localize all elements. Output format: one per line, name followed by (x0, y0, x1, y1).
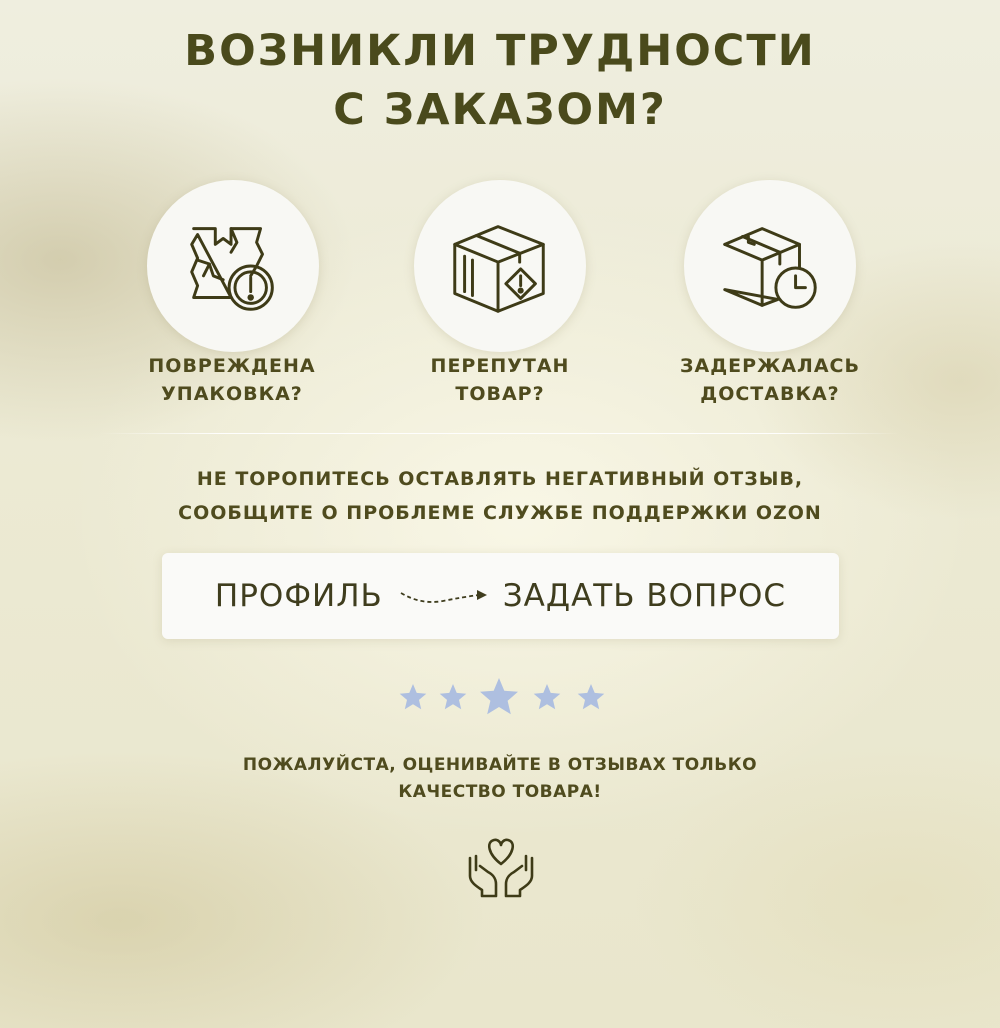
rating-request: ПОЖАЛУЙСТА, ОЦЕНИВАЙТЕ В ОТЗЫВАХ ТОЛЬКО КАЧЕСТВО ТОВАРА! (242, 755, 758, 802)
rating-star (400, 684, 427, 709)
damaged-package-badge (147, 180, 319, 352)
damaged-package-warning-icon (174, 207, 292, 325)
dashed-arrow-icon (395, 581, 491, 611)
support-notice: НЕ ТОРОПИТЕСЬ ОСТАВЛЯТЬ НЕГАТИВНЫЙ ОТЗЫВ, СООБЩИТЕ О ПРОБЛЕМЕ СЛУЖБЕ ПОДДЕРЖКИ OZON (178, 468, 822, 524)
rating-star (480, 678, 518, 714)
path-from-label: ПРОФИЛЬ (214, 578, 383, 614)
rating-star (440, 684, 467, 709)
box-diamond-warning-icon (441, 207, 559, 325)
problem-delayed-label: ЗАДЕРЖАЛАСЬ ДОСТАВКА? (680, 355, 860, 405)
problem-wrong-item-label: ПЕРЕПУТАН ТОВАР? (430, 355, 570, 405)
title-line-1: ВОЗНИКЛИ ТРУДНОСТИ (184, 26, 816, 76)
box-clock-icon (711, 207, 829, 325)
delayed-delivery-badge (684, 180, 856, 352)
support-path-box (162, 553, 839, 639)
page-title (0, 22, 1000, 140)
rating-star (578, 684, 605, 709)
wrong-item-badge (414, 180, 586, 352)
rating-stars (395, 676, 611, 720)
title-line-2: С ЗАКАЗОМ? (333, 85, 667, 135)
rating-star (534, 684, 561, 709)
problem-damaged-label: ПОВРЕЖДЕНА УПАКОВКА? (148, 355, 316, 405)
path-to-label: ЗАДАТЬ ВОПРОС (502, 578, 787, 614)
divider (100, 433, 900, 434)
heart-hands-icon (466, 834, 536, 900)
